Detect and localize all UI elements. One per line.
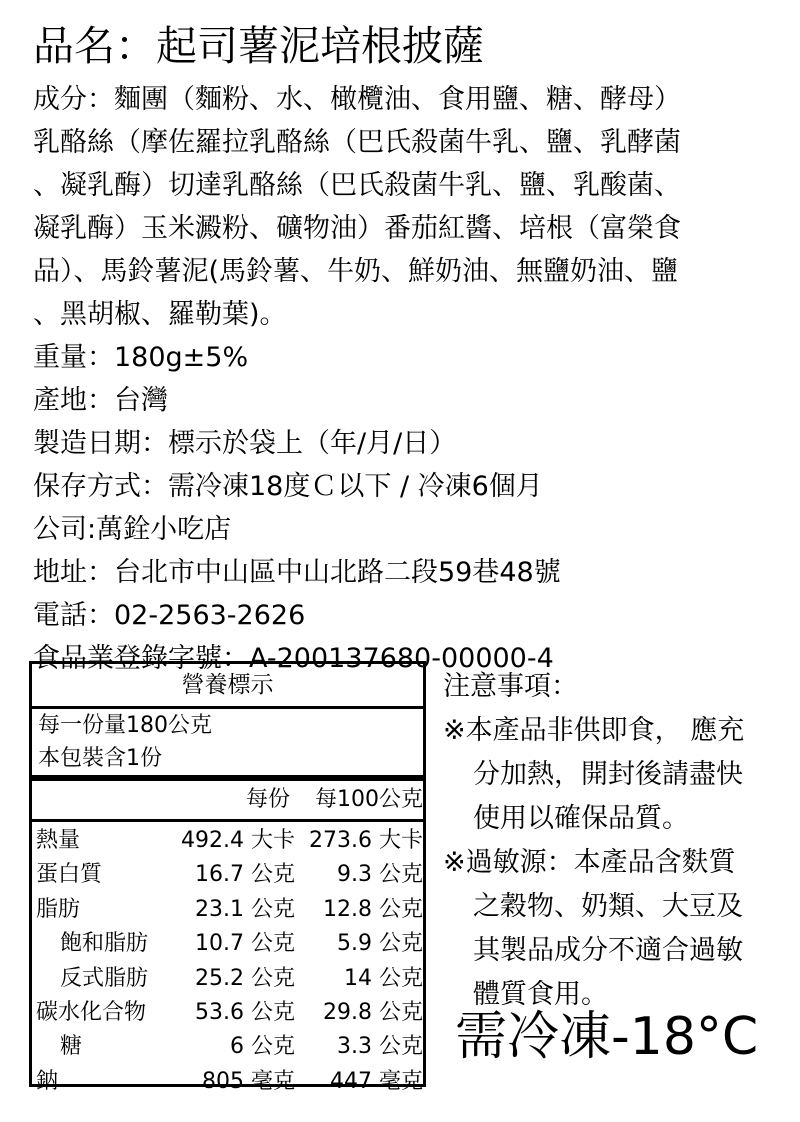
per-serving-value: 805 毫克 — [202, 1068, 295, 1094]
per-serving-value: 492.4 大卡 — [181, 828, 295, 853]
per-100g-value: 3.3 公克 — [337, 1034, 423, 1060]
per-serving-value: 23.1 公克 — [195, 896, 295, 922]
nutrient-name: 反式脂肪 — [60, 965, 149, 991]
per-serving-value: 25.2 公克 — [195, 965, 295, 991]
per-serving-value: 16.7 公克 — [195, 862, 295, 888]
notes-line: ※本產品非供即食， 應充 — [443, 715, 745, 746]
nutrient-name: 糖 — [60, 1034, 83, 1060]
manufacture-date-line: 製造日期：標示於袋上（年/月/日） — [33, 428, 457, 459]
per-serving-value: 6 公克 — [230, 1034, 295, 1060]
weight-line: 重量：180g±5% — [33, 342, 249, 373]
notes-heading: 注意事項： — [443, 671, 578, 702]
notes-section — [443, 665, 783, 1017]
per-100g-value: 273.6 大卡 — [309, 828, 423, 853]
per-100g-value: 447 毫克 — [330, 1068, 423, 1094]
nutrient-row-sugar — [32, 1030, 423, 1064]
phone-line: 電話：02-2563-2626 — [33, 600, 306, 631]
company-line: 公司:萬銓小吃店 — [33, 514, 232, 545]
notes-line: 使用以確保品質。 — [473, 803, 689, 834]
allergen-line: 體質食用。 — [473, 979, 608, 1010]
nutrient-row-protein — [32, 858, 423, 892]
per-serving-value: 10.7 公克 — [195, 931, 295, 957]
nutrient-row-trans-fat — [32, 962, 423, 996]
ingredients-line: 凝乳酶）玉米澱粉、礦物油）番茄紅醬、培根（富榮食 — [33, 213, 681, 244]
nutrition-facts-table — [29, 661, 426, 1094]
address-line: 地址：台北市中山區中山北路二段59巷48號 — [33, 557, 561, 588]
nutrient-name: 熱量 — [36, 828, 81, 853]
per-100g-value: 14 公克 — [344, 965, 423, 991]
nutrient-name: 飽和脂肪 — [60, 931, 149, 957]
per-100g-value: 9.3 公克 — [337, 862, 423, 888]
allergen-line: ※過敏源：本產品含麩質 — [443, 847, 736, 878]
registration-line: 食品業登錄字號：A-200137680-00000-4 — [33, 643, 554, 674]
nutrient-name: 脂肪 — [36, 896, 81, 922]
nutrient-row-energy — [32, 824, 423, 858]
ingredients-line: 、凝乳酶）切達乳酪絲（巴氏殺菌牛乳、鹽、乳酸菌、 — [33, 170, 681, 201]
serving-size: 每一份量180公克 — [38, 713, 212, 738]
per-serving-value: 53.6 公克 — [195, 999, 295, 1025]
nutrient-name: 鈉 — [36, 1068, 59, 1094]
nutrient-row-saturated-fat — [32, 927, 423, 961]
per-100g-value: 5.9 公克 — [337, 931, 423, 957]
column-headers — [32, 781, 423, 822]
label-details — [33, 78, 773, 680]
nutrient-name: 蛋白質 — [36, 862, 103, 888]
per-100g-value: 12.8 公克 — [323, 896, 423, 922]
col-per-serving: 每份 — [245, 787, 290, 812]
nutrient-rows — [32, 822, 423, 1099]
servings-per-pack: 本包裝含1份 — [32, 742, 423, 781]
nutrient-row-fat — [32, 893, 423, 927]
ingredients-line: 、黑胡椒、羅勒葉)。 — [33, 299, 287, 330]
frozen-storage-label: 需冷凍-18°C — [455, 1007, 759, 1067]
product-name: 品名：起司薯泥培根披薩 — [33, 22, 484, 70]
storage-line: 保存方式：需冷凍18度Ｃ以下 / 冷凍6個月 — [33, 471, 543, 502]
per-100g-value: 29.8 公克 — [323, 999, 423, 1025]
ingredients-line: 成分：麵團（麵粉、水、橄欖油、食用鹽、糖、酵母） — [33, 84, 681, 115]
origin-line: 產地：台灣 — [33, 385, 168, 416]
nutrient-row-sodium — [32, 1065, 423, 1099]
ingredients-line: 品）、馬鈴薯泥(馬鈴薯、牛奶、鮮奶油、無鹽奶油、鹽 — [33, 256, 679, 287]
nutrient-row-carbohydrate — [32, 996, 423, 1030]
notes-line: 分加熱，開封後請盡快 — [473, 759, 743, 790]
allergen-line: 之穀物、奶類、大豆及 — [473, 891, 743, 922]
nutrient-name: 碳水化合物 — [36, 999, 147, 1025]
col-per-100g: 每100公克 — [315, 787, 423, 812]
allergen-line: 其製品成分不適合過敏 — [473, 935, 743, 966]
nutrition-heading: 營養標示 — [32, 664, 423, 709]
ingredients-line: 乳酪絲（摩佐羅拉乳酪絲（巴氏殺菌牛乳、鹽、乳酵菌 — [33, 127, 681, 158]
